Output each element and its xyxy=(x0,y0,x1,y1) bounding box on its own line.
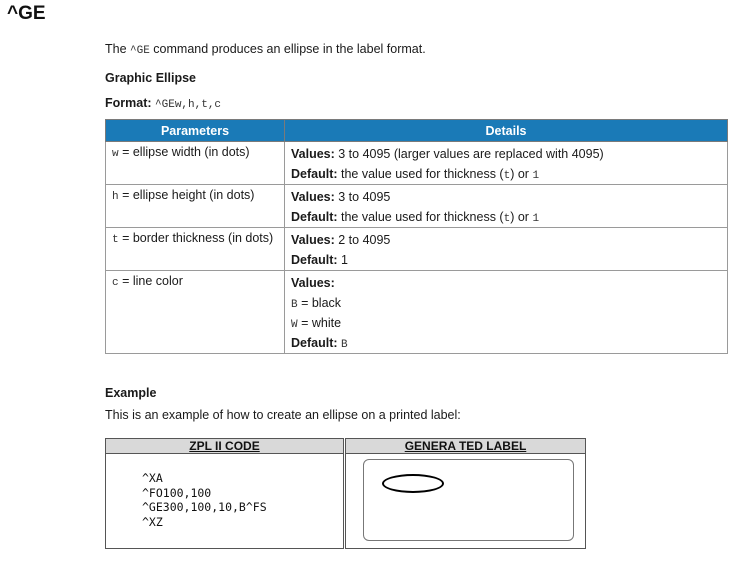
details-label: Values: xyxy=(291,147,335,161)
param-text: = line color xyxy=(118,274,183,288)
code-line: ^XA xyxy=(142,471,163,485)
parameters-header: Parameters xyxy=(106,120,285,142)
details-line xyxy=(291,250,727,270)
details-code: 1 xyxy=(532,170,540,182)
details-cell xyxy=(285,185,728,228)
details-line xyxy=(291,230,727,250)
table-row xyxy=(106,142,728,185)
details-label: Default: xyxy=(291,336,338,350)
intro-post: command produces an ellipse in the label format. xyxy=(149,42,426,56)
details-label: Default: xyxy=(291,167,338,181)
param-code: c xyxy=(112,277,119,289)
details-code: t xyxy=(503,213,511,225)
param-code: h xyxy=(112,191,119,203)
details-line xyxy=(291,313,727,333)
details-text: ) or xyxy=(510,167,533,181)
intro-command-code: ^GE xyxy=(130,45,150,57)
details-text: 3 to 4095 xyxy=(334,190,391,204)
details-code: W xyxy=(291,319,298,331)
zpl-code-box xyxy=(105,438,344,549)
details-cell xyxy=(285,142,728,185)
format-code: ^GEw,h,t,c xyxy=(155,99,222,111)
details-code: B xyxy=(341,339,348,351)
param-text: = ellipse width (in dots) xyxy=(118,145,250,159)
details-text: 2 to 4095 xyxy=(334,233,391,247)
section-subtitle: Graphic Ellipse xyxy=(105,71,197,85)
format-line xyxy=(105,96,221,111)
details-code: 1 xyxy=(532,213,540,225)
details-header: Details xyxy=(285,120,728,142)
code-line: ^FO100,100 xyxy=(142,485,212,500)
details-text: = black xyxy=(297,296,342,310)
example-title: Example xyxy=(105,386,157,400)
intro-paragraph xyxy=(105,42,426,57)
param-cell xyxy=(106,142,285,185)
details-line xyxy=(291,144,727,164)
param-code: t xyxy=(112,234,119,246)
details-text: ) or xyxy=(510,210,533,224)
details-line xyxy=(291,164,727,184)
param-cell xyxy=(106,228,285,271)
details-line xyxy=(291,333,727,353)
generated-label-box xyxy=(345,438,586,549)
param-text: = border thickness (in dots) xyxy=(118,231,274,245)
zpl-code-header: ZPL II CODE xyxy=(106,439,343,454)
parameters-table xyxy=(105,119,728,354)
details-text: 3 to 4095 (larger values are replaced with 4095) xyxy=(334,147,604,161)
intro-pre: The xyxy=(105,42,131,56)
details-line xyxy=(291,273,727,293)
generated-label-header: GENERA TED LABEL xyxy=(346,439,585,454)
details-line xyxy=(291,187,727,207)
details-label: Default: xyxy=(291,253,338,267)
details-line xyxy=(291,207,727,227)
param-cell xyxy=(106,271,285,354)
code-line: ^XZ xyxy=(142,515,163,530)
details-label: Values: xyxy=(291,233,335,247)
page-title: ^GE xyxy=(7,3,46,24)
details-cell xyxy=(285,271,728,354)
table-row xyxy=(106,271,728,354)
format-label: Format: xyxy=(105,96,152,110)
table-row xyxy=(106,185,728,228)
details-label: Values: xyxy=(291,190,335,204)
details-text: = white xyxy=(297,316,342,330)
details-code: t xyxy=(503,170,511,182)
details-label: Values: xyxy=(291,276,335,290)
details-code: B xyxy=(291,299,298,311)
details-line xyxy=(291,293,727,313)
ellipse-shape xyxy=(382,474,444,493)
details-text: 1 xyxy=(337,253,348,267)
param-cell xyxy=(106,185,285,228)
details-cell xyxy=(285,228,728,271)
details-label: Default: xyxy=(291,210,338,224)
code-line: ^GE300,100,10,B^FS xyxy=(142,500,267,515)
example-description: This is an example of how to create an ellipse on a printed label: xyxy=(105,408,461,422)
param-text: = ellipse height (in dots) xyxy=(118,188,255,202)
table-row xyxy=(106,228,728,271)
details-text: the value used for thickness ( xyxy=(337,210,504,224)
zpl-code-block xyxy=(142,471,267,530)
table-header-row xyxy=(106,120,728,142)
param-code: w xyxy=(112,148,119,160)
details-text: the value used for thickness ( xyxy=(337,167,504,181)
label-preview xyxy=(363,459,574,541)
